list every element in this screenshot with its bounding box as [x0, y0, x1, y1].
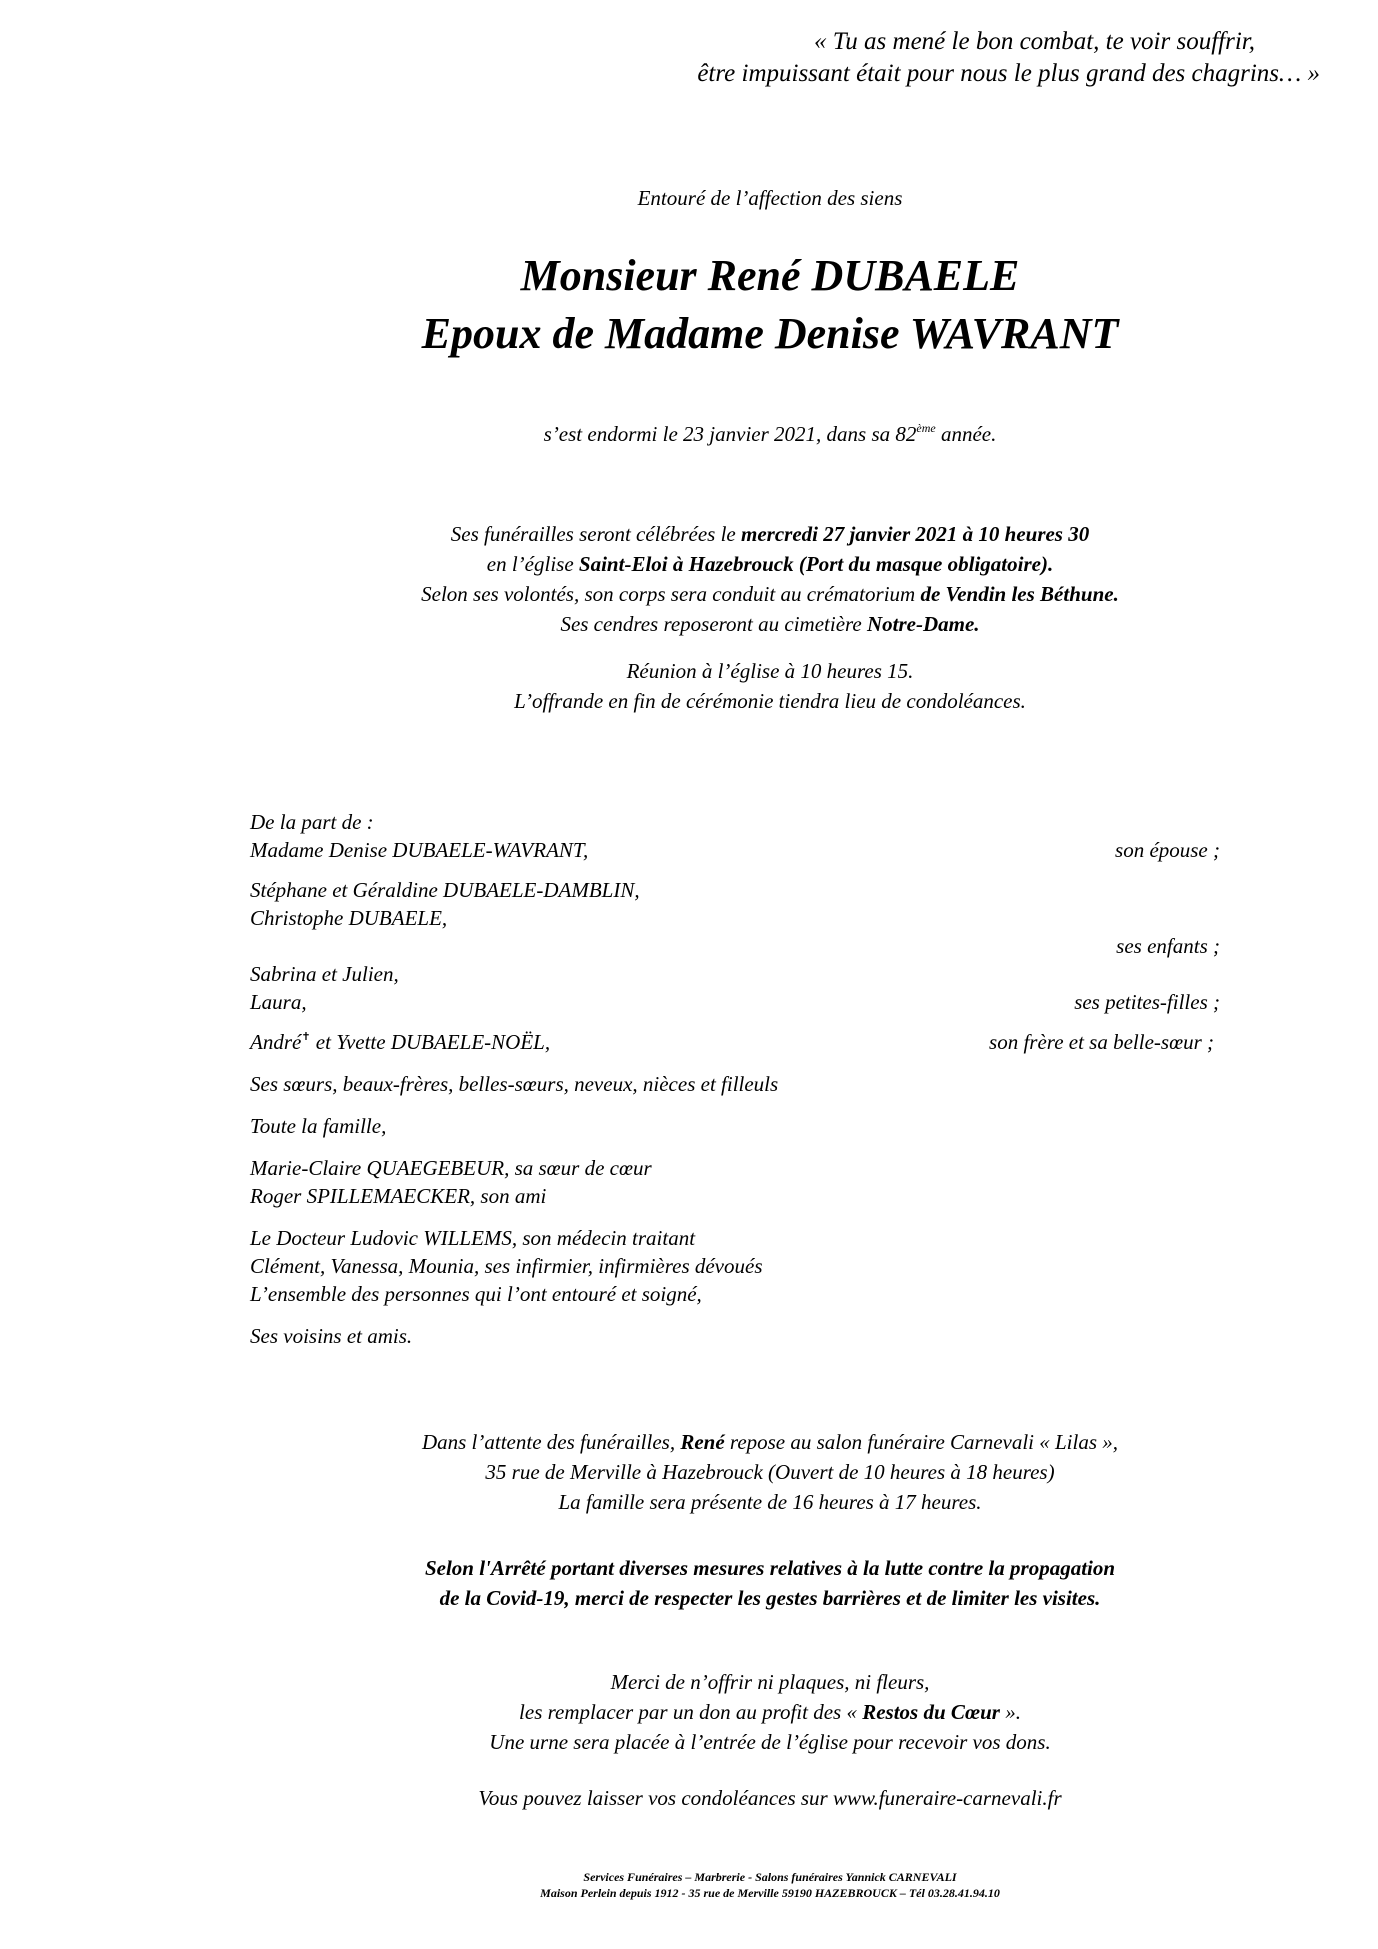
death-text-end: année. — [935, 422, 997, 446]
charity-name: Restos du Cœur — [862, 1700, 1000, 1724]
epigraph-quote — [560, 26, 1320, 90]
grandchild-2: Laura, — [250, 990, 307, 1014]
siblings-line: Ses sœurs, beaux-frères, belles-sœurs, neveux, nièces et filleuls — [250, 1072, 779, 1096]
all-family-line: Toute la famille, — [250, 1114, 387, 1138]
quote-line-2: être impuissant était pour nous le plus grand des chagrins… » — [697, 60, 1320, 87]
salon-address: 35 rue de Merville à Hazebrouck (Ouvert de 10 heures à 18 heures) — [485, 1460, 1055, 1484]
covid-line-1: Selon l'Arrêté portant diverses mesures relatives à la lutte contre la propagation — [424, 1556, 1116, 1580]
nurses-line: Clément, Vanessa, Mounia, ses infirmier, infirmières dévoués — [250, 1254, 763, 1278]
offering-note: L’offrande en fin de cérémonie tiendra lieu de condoléances. — [514, 689, 1026, 713]
grandchildren-relation: ses petites-filles ; — [1074, 990, 1220, 1014]
funeral-line-3-text: Selon ses volontés, son corps sera conduit au crématorium — [421, 582, 921, 606]
spouse-name: Madame Denise DUBAELE-WAVRANT, — [250, 838, 589, 862]
funeral-church: Saint-Eloi à Hazebrouck (Port du masque obligatoire). — [578, 552, 1054, 576]
crematorium-location: de Vendin les Béthune. — [920, 582, 1119, 606]
family-row-spouse — [250, 836, 1220, 864]
funeral-line-2 — [0, 549, 1378, 579]
salon-line-1-text: Dans l’attente des funérailles, — [421, 1430, 681, 1454]
death-announcement — [0, 422, 1378, 447]
funeral-line-4-text: Ses cendres reposeront au cimetière — [560, 612, 867, 636]
brother-names — [250, 1028, 550, 1056]
funeral-home-info — [0, 1427, 1378, 1517]
covid-line-2: de la Covid-19, merci de respecter les gestes barrières et de limiter les visites. — [439, 1586, 1101, 1610]
donation-line-3: Une urne sera placée à l’entrée de l’église pour recevoir vos dons. — [489, 1730, 1051, 1754]
funeral-line-4 — [0, 609, 1378, 639]
brother-relation: son frère et sa belle-sœur ; — [989, 1030, 1214, 1054]
neighbours-line: Ses voisins et amis. — [250, 1324, 413, 1348]
cemetery-name: Notre-Dame. — [867, 612, 980, 636]
child-2: Christophe DUBAELE, — [250, 906, 448, 930]
donation-line-2 — [0, 1697, 1378, 1727]
spouse-relation: son épouse ; — [1115, 838, 1220, 862]
meeting-details — [0, 656, 1378, 716]
cross-icon: ✝ — [301, 1031, 311, 1043]
friend-2: Roger SPILLEMAECKER, son ami — [250, 1184, 547, 1208]
funeral-line-1 — [0, 519, 1378, 549]
family-row-children — [250, 932, 1220, 960]
salon-line-1-end: repose au salon funéraire Carnevali « Lilas », — [724, 1430, 1119, 1454]
death-text: s’est endormi le 23 janvier 2021, dans sa 82 — [543, 422, 917, 446]
funeral-date: mercredi 27 janvier 2021 à 10 heures 30 — [741, 522, 1090, 546]
brother-name: André — [250, 1030, 302, 1054]
children-relation: ses enfants ; — [1116, 934, 1220, 958]
child-1: Stéphane et Géraldine DUBAELE-DAMBLIN, — [250, 878, 640, 902]
family-row-grandchildren — [250, 988, 1220, 1016]
friend-1: Marie-Claire QUAEGEBEUR, sa sœur de cœur — [250, 1156, 652, 1180]
ordinal-suffix: ème — [916, 421, 936, 435]
intro-text: Entouré de l’affection des siens — [637, 186, 903, 210]
funeral-line-3 — [0, 579, 1378, 609]
donation-line-1: Merci de n’offrir ni plaques, ni fleurs, — [610, 1670, 930, 1694]
donation-notice — [0, 1667, 1378, 1757]
covid-notice — [0, 1553, 1378, 1613]
condolences-website: Vous pouvez laisser vos condoléances sur www.funeraire-carnevali.fr — [478, 1786, 1062, 1810]
carers-line: L’ensemble des personnes qui l’ont entouré et soigné, — [250, 1282, 702, 1306]
family-list — [250, 808, 1220, 1350]
brother-names-rest: et Yvette DUBAELE-NOËL, — [310, 1030, 551, 1054]
salon-line-1 — [0, 1427, 1378, 1457]
donation-line-2-end: ». — [999, 1700, 1021, 1724]
donation-line-2-text: les remplacer par un don au profit des « — [519, 1700, 863, 1724]
deceased-name: Monsieur René DUBAELE — [520, 251, 1020, 300]
family-header: De la part de : — [250, 810, 374, 834]
funeral-line-2-text: en l’église — [486, 552, 579, 576]
deceased-first-name: René — [680, 1430, 725, 1454]
meeting-time: Réunion à l’église à 10 heures 15. — [626, 659, 914, 683]
grandchild-1: Sabrina et Julien, — [250, 962, 399, 986]
funeral-line-1-text: Ses funérailles seront célébrées le — [450, 522, 741, 546]
funeral-services-footer — [0, 1869, 1378, 1901]
family-row-brother — [250, 1028, 1220, 1056]
doctor-line: Le Docteur Ludovic WILLEMS, son médecin traitant — [250, 1226, 696, 1250]
footer-line-1: Services Funéraires – Marbrerie - Salons funéraires Yannick CARNEVALI — [583, 1870, 957, 1884]
spouse-line: Epoux de Madame Denise WAVRANT — [421, 309, 1119, 358]
footer-line-2: Maison Perlein depuis 1912 - 35 rue de Merville 59190 HAZEBROUCK – Tél 03.28.41.94.10 — [540, 1886, 1000, 1900]
quote-line-1: « Tu as mené le bon combat, te voir souffrir, — [814, 28, 1255, 55]
family-presence: La famille sera présente de 16 heures à 17 heures. — [558, 1490, 982, 1514]
funeral-details — [0, 519, 1378, 639]
